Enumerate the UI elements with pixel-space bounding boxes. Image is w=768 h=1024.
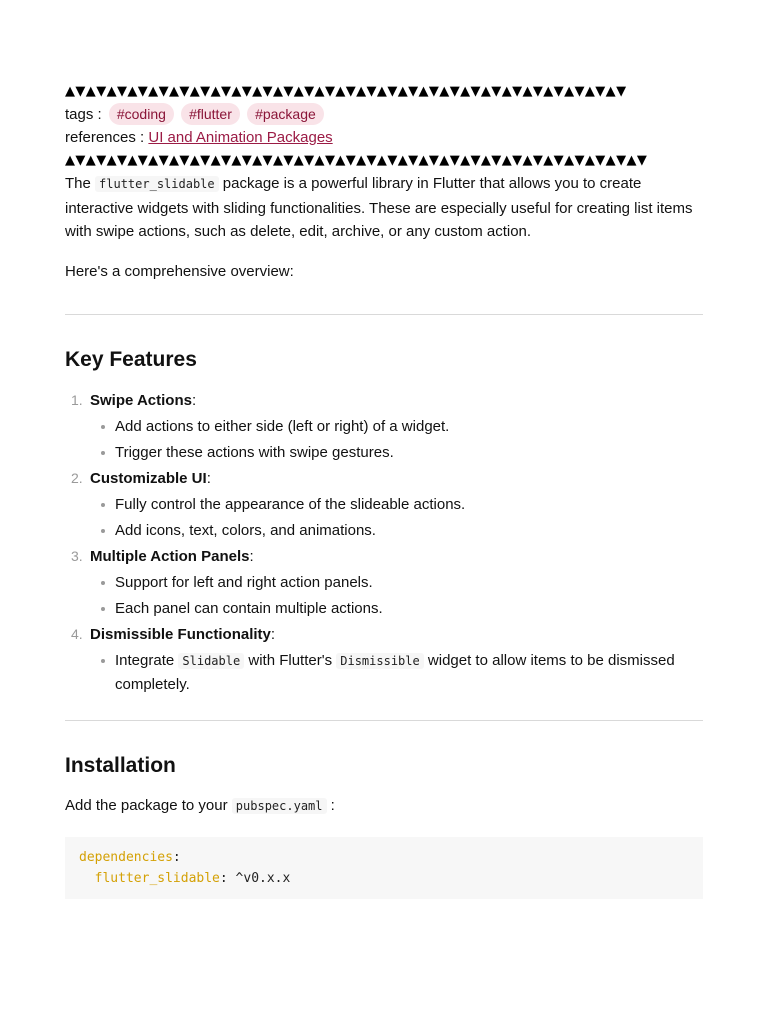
list-number: 3. — [71, 548, 83, 564]
bullet-icon — [101, 607, 105, 611]
package-name-code: flutter_slidable — [95, 176, 219, 192]
feature-name: Multiple Action Panels — [90, 548, 250, 565]
pubspec-code: pubspec.yaml — [232, 798, 327, 814]
tag-package[interactable]: #package — [247, 103, 324, 125]
feature-item: 4. Dismissible Functionality: Integrate Slidable with Flutter's Dismissible widget to allow items to be dismissed completely. — [65, 623, 703, 696]
yaml-value: : — [172, 849, 181, 865]
list-number: 4. — [71, 626, 83, 642]
list-item-text: widget to allow items to be dismissed completely. — [115, 652, 675, 693]
list-item — [90, 415, 703, 438]
installation-heading: Installation — [65, 754, 176, 777]
bullet-icon — [101, 425, 105, 429]
feature-name: Dismissible Functionality — [90, 626, 271, 643]
list-item-text: Each panel can contain multiple actions. — [115, 600, 383, 617]
bullet-icon — [101, 659, 105, 663]
yaml-key: dependencies — [79, 849, 173, 865]
bullet-icon — [101, 451, 105, 455]
list-item-text: Add actions to either side (left or right) of a widget. — [115, 418, 450, 435]
list-item — [90, 571, 703, 594]
overview-paragraph: Here's a comprehensive overview: — [65, 262, 294, 280]
intro-paragraph — [65, 172, 703, 244]
tag-coding[interactable]: #coding — [109, 103, 174, 125]
list-item — [90, 649, 703, 696]
list-item-text: Add icons, text, colors, and animations. — [115, 522, 376, 539]
yaml-key: flutter_slidable — [94, 870, 220, 886]
section-divider — [65, 720, 703, 721]
references-label: references : — [65, 129, 145, 146]
feature-name: Swipe Actions — [90, 392, 192, 409]
list-item-text: Fully control the appearance of the slideable actions. — [115, 496, 466, 513]
decorative-divider-top: ▲▼▲▼▲▼▲▼▲▼▲▼▲▼▲▼▲▼▲▼▲▼▲▼▲▼▲▼▲▼▲▼▲▼▲▼▲▼▲▼▲▼▲▼▲▼▲▼▲▼▲▼▲▼ — [65, 84, 627, 99]
feature-item: 1. Swipe Actions: Add actions to either side (left or right) of a widget. Trigger these actions with swipe gestures. — [65, 389, 703, 464]
section-divider — [65, 314, 703, 315]
feature-sublist — [90, 649, 703, 696]
installation-colon: : — [330, 797, 335, 814]
bullet-icon — [101, 503, 105, 507]
key-features-heading: Key Features — [65, 348, 197, 371]
feature-item: 3. Multiple Action Panels: Support for left and right action panels. Each panel can contain multiple actions. — [65, 545, 703, 620]
dismissible-code: Dismissible — [336, 653, 423, 669]
list-item — [90, 441, 703, 464]
feature-item: 2. Customizable UI: Fully control the appearance of the slideable actions. Add icons, text, colors, and animations. — [65, 467, 703, 542]
list-item-text: Trigger these actions with swipe gestures. — [115, 444, 394, 461]
list-item — [90, 597, 703, 620]
reference-link[interactable]: UI and Animation Packages — [148, 129, 333, 146]
bullet-icon — [101, 581, 105, 585]
feature-sublist — [90, 493, 703, 542]
feature-sublist — [90, 415, 703, 464]
decorative-divider-bottom: ▲▼▲▼▲▼▲▼▲▼▲▼▲▼▲▼▲▼▲▼▲▼▲▼▲▼▲▼▲▼▲▼▲▼▲▼▲▼▲▼▲▼▲▼▲▼▲▼▲▼▲▼▲▼▲▼ — [65, 153, 648, 168]
bullet-icon — [101, 529, 105, 533]
tags-label: tags : — [65, 106, 102, 123]
list-number: 1. — [71, 392, 83, 408]
list-item — [90, 519, 703, 542]
intro-text-rest: package is a powerful library in Flutter that allows you to create interactive widgets with sliding functionalities. These are especially useful for creating list items with swipe actions, such as delete, edit, archive, or any custom action. — [65, 175, 693, 240]
references-line — [65, 126, 703, 149]
code-block[interactable] — [65, 837, 703, 899]
tags-line — [65, 103, 703, 126]
slidable-code: Slidable — [178, 653, 244, 669]
installation-text: Add the package to your — [65, 797, 228, 814]
list-item-text: Support for left and right action panels. — [115, 574, 373, 591]
list-item-text: with Flutter's — [248, 652, 333, 669]
intro-text-start: The — [65, 175, 91, 192]
feature-sublist — [90, 571, 703, 620]
feature-name: Customizable UI — [90, 470, 207, 487]
list-item-text: Integrate — [115, 652, 175, 669]
note-page — [65, 80, 703, 899]
list-item — [90, 493, 703, 516]
list-number: 2. — [71, 470, 83, 486]
tag-flutter[interactable]: #flutter — [181, 103, 240, 125]
features-list — [65, 389, 703, 696]
yaml-value: : ^v0.x.x — [219, 870, 291, 886]
installation-paragraph — [65, 794, 703, 819]
